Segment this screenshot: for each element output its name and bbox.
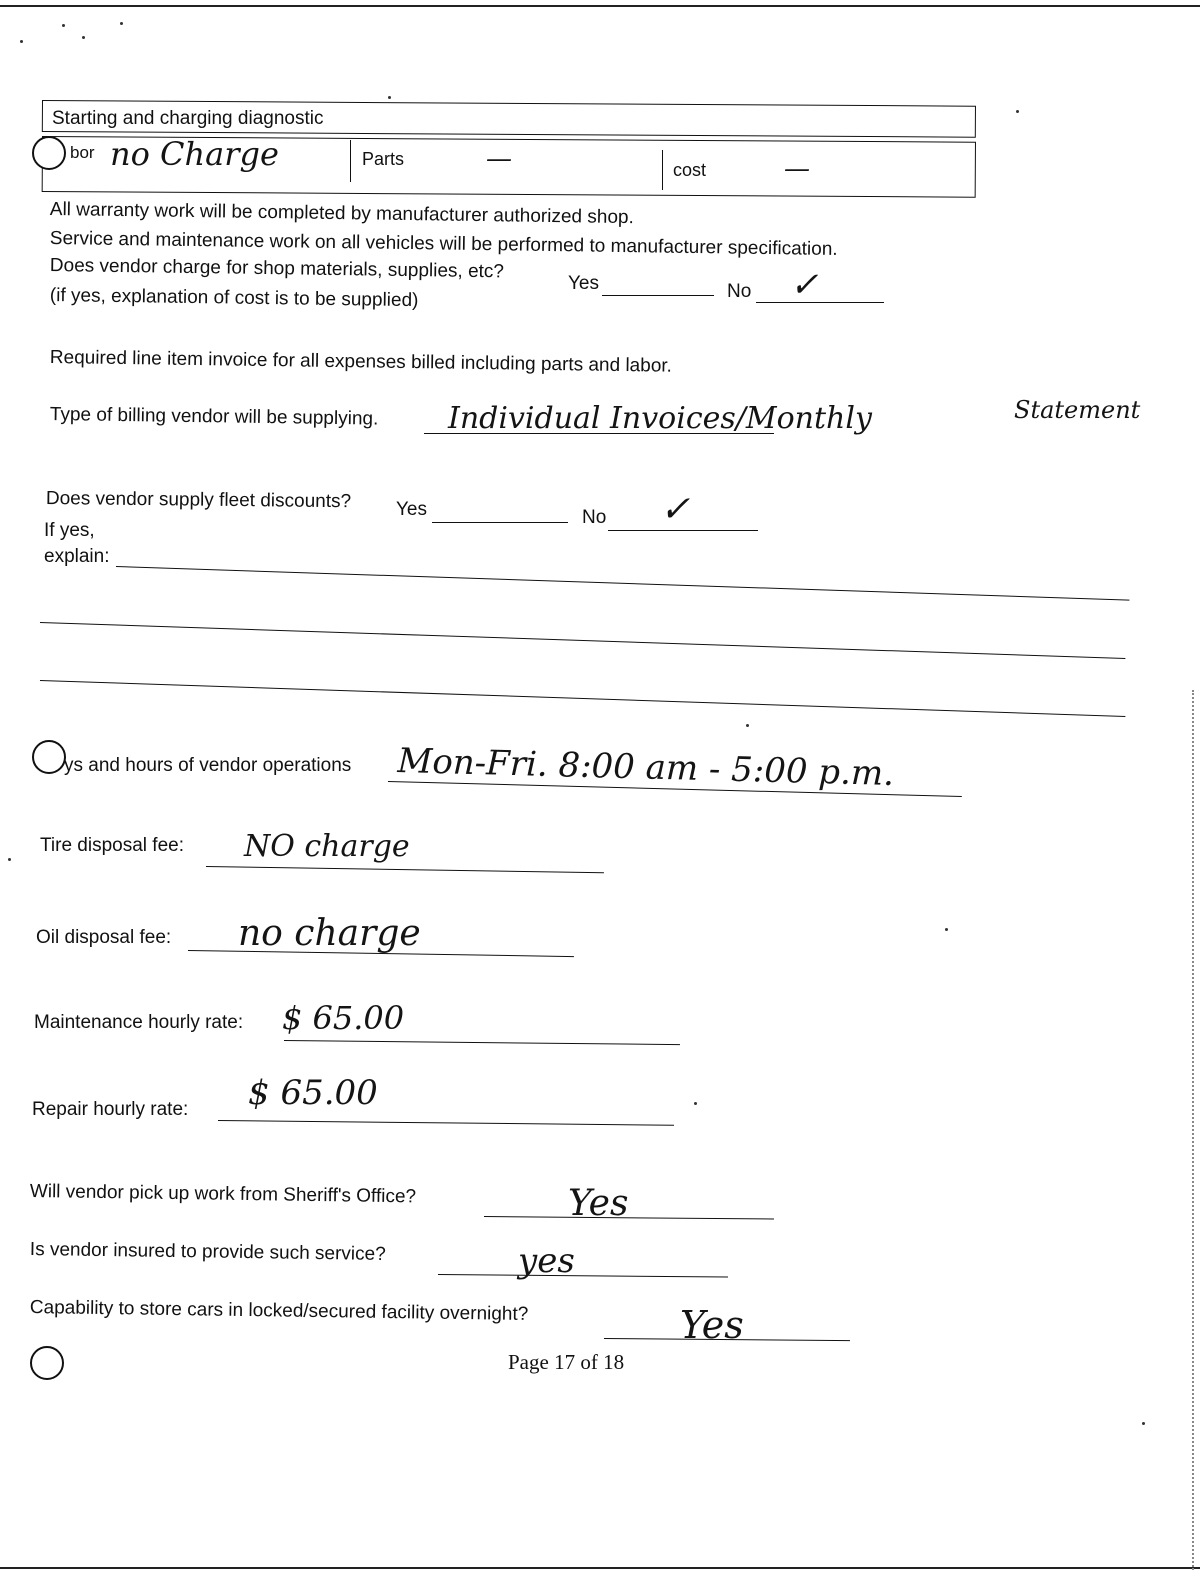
fleet-explain-line-1[interactable]: [116, 566, 1129, 601]
shop-materials-no-label: No: [727, 281, 752, 302]
page-bottom-border: [0, 1567, 1200, 1569]
tire-fee-field[interactable]: [206, 866, 604, 873]
scan-speck: [945, 928, 948, 931]
pickup-question: Will vendor pick up work from Sheriff's Office?: [29, 1181, 417, 1208]
parts-value: —: [486, 144, 512, 174]
fleet-explain-line-2[interactable]: [40, 622, 1125, 659]
billing-value-continued: Statement: [1014, 396, 1141, 424]
shop-materials-question: Does vendor charge for shop materials, supplies, etc?: [49, 255, 505, 283]
page-top-border: [0, 5, 1200, 7]
oil-fee-value: no charge: [238, 913, 421, 954]
pickup-answer: Yes: [568, 1183, 629, 1224]
fleet-no-field[interactable]: [608, 530, 758, 531]
warranty-statement: All warranty work will be completed by manufacturer authorized shop.: [49, 199, 634, 229]
storage-question: Capability to store cars in locked/secured facility overnight?: [29, 1297, 529, 1325]
shop-materials-note: (if yes, explanation of cost is to be supplied): [49, 285, 419, 312]
binder-hole: [32, 136, 66, 170]
binder-hole: [32, 740, 66, 774]
shop-materials-yes-field[interactable]: [602, 295, 714, 296]
fleet-explain-line-3[interactable]: [40, 680, 1125, 717]
maintenance-rate-field[interactable]: [284, 1040, 680, 1045]
invoice-requirement: Required line item invoice for all expenses billed including parts and labor.: [49, 347, 673, 377]
fleet-no-label: No: [582, 507, 607, 528]
header-table-divider: [662, 150, 663, 190]
shop-materials-check-mark: ✓: [790, 265, 819, 305]
service-statement: Service and maintenance work on all vehicles will be performed to manufacturer specification.: [49, 228, 838, 260]
fleet-discount-question: Does vendor supply fleet discounts?: [45, 488, 352, 513]
cost-value: —: [784, 154, 810, 184]
shop-materials-no-field[interactable]: [756, 302, 884, 303]
billing-value: Individual Invoices/Monthly: [448, 401, 872, 436]
scan-speck: [82, 36, 85, 39]
header-table-title: Starting and charging diagnostic: [52, 108, 324, 129]
fleet-if-yes-label: If yes,: [44, 520, 95, 541]
scan-speck: [388, 96, 391, 99]
fleet-explain-label: explain:: [44, 546, 110, 567]
storage-answer: Yes: [680, 1303, 744, 1347]
billing-label: Type of billing vendor will be supplying.: [49, 404, 379, 430]
insured-question: Is vendor insured to provide such service?: [29, 1239, 386, 1265]
labor-label: bor: [70, 143, 95, 162]
scan-speck: [1142, 1422, 1145, 1425]
tire-fee-label: Tire disposal fee:: [40, 835, 184, 856]
header-table-divider: [350, 140, 351, 182]
labor-value: no Charge: [110, 135, 279, 173]
scan-speck: [694, 1102, 697, 1105]
scan-speck: [8, 858, 11, 861]
repair-rate-value: $ 65.00: [248, 1073, 378, 1113]
repair-rate-field[interactable]: [218, 1120, 674, 1126]
oil-fee-label: Oil disposal fee:: [36, 927, 172, 948]
scan-speck: [62, 24, 65, 27]
insured-field[interactable]: [438, 1274, 728, 1278]
maintenance-rate-label: Maintenance hourly rate:: [34, 1012, 244, 1033]
maintenance-rate-value: $ 65.00: [282, 999, 405, 1037]
page-right-edge: [1192, 690, 1196, 1570]
insured-answer: yes: [518, 1241, 575, 1281]
operations-value: Mon-Fri. 8:00 am - 5:00 p.m.: [397, 741, 895, 794]
binder-hole: [30, 1346, 64, 1380]
tire-fee-value: NO charge: [244, 829, 410, 864]
fleet-yes-field[interactable]: [432, 522, 568, 523]
scan-speck: [20, 40, 23, 43]
pickup-field[interactable]: [484, 1216, 774, 1220]
operations-label: ys and hours of vendor operations: [64, 755, 352, 776]
repair-rate-label: Repair hourly rate:: [32, 1099, 189, 1120]
fleet-check-mark: ✓: [660, 489, 691, 530]
scan-speck: [746, 724, 749, 727]
scan-speck: [1016, 110, 1019, 113]
cost-label: cost: [673, 160, 707, 180]
scan-speck: [120, 22, 123, 25]
fleet-yes-label: Yes: [396, 499, 427, 520]
parts-label: Parts: [362, 149, 405, 169]
shop-materials-yes-label: Yes: [568, 273, 599, 294]
page-number: Page 17 of 18: [508, 1350, 625, 1374]
